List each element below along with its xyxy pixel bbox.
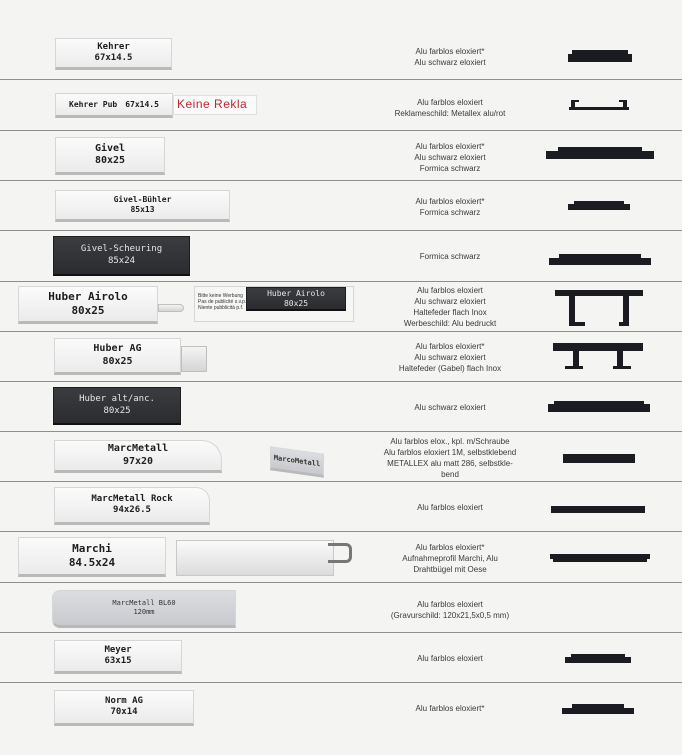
material-line: Drahtbügel mit Oese	[413, 565, 487, 574]
material-description	[330, 285, 570, 329]
plate-size: 80x25	[94, 155, 126, 166]
row-divider	[0, 632, 682, 633]
row-divider	[0, 180, 682, 181]
plate-size: 80x25	[103, 405, 131, 416]
plate-name: Marchi	[72, 542, 112, 556]
material-description	[330, 436, 570, 480]
promo-text: Keine Rekla	[177, 97, 248, 111]
plate-name: Kehrer	[97, 41, 130, 52]
material-description	[330, 653, 570, 664]
plate-size: 94x26.5	[113, 505, 151, 515]
profile-cross-section	[569, 97, 629, 113]
nameplate-marchi	[18, 537, 166, 577]
plate-size: 85x13	[130, 205, 155, 214]
profile-cross-section	[568, 200, 630, 212]
material-line: Alu farblos eloxiert*	[415, 342, 485, 351]
material-line: Haltefeder (Gabel) flach Inox	[398, 364, 502, 373]
plate-name: Givel-Bühler	[113, 195, 172, 204]
nameplate-givel-buehler	[55, 190, 230, 222]
material-line: Alu farblos eloxiert*	[415, 704, 485, 713]
werbe-line: Bitte keine Werbung	[198, 293, 243, 299]
plate-name: MarcoMetall	[273, 453, 321, 468]
material-line: Haltefeder flach Inox	[413, 308, 487, 317]
material-line: Alu farblos eloxiert*	[415, 142, 485, 151]
row-divider	[0, 381, 682, 382]
plate-size: 84.5x24	[68, 556, 116, 569]
material-line: Alu schwarz eloxiert	[414, 297, 486, 306]
material-line: Alu farblos eloxiert*	[415, 543, 485, 552]
nameplate-givel	[55, 137, 165, 175]
material-line: Formica schwarz	[419, 164, 481, 173]
plate-size: 67x14.5	[125, 99, 159, 109]
profile-cross-section	[549, 253, 651, 267]
material-line: Formica schwarz	[419, 252, 481, 261]
material-line: Alu farblos eloxiert	[417, 654, 483, 663]
row-divider	[0, 582, 682, 583]
no-advertising-text	[198, 293, 246, 311]
spring-clip	[158, 304, 184, 312]
material-line: Reklameschild: Metallex alu/rot	[394, 109, 506, 118]
profile-cross-section	[548, 400, 650, 414]
material-line: Alu schwarz eloxiert	[414, 403, 486, 412]
material-description	[330, 599, 570, 621]
plate-size: 63x15	[104, 656, 132, 666]
material-line: Aufnahmeprofil Marchi, Alu	[402, 554, 498, 563]
row-divider	[0, 682, 682, 683]
row-divider	[0, 431, 682, 432]
profile-cross-section	[553, 340, 643, 370]
plate-name: Kehrer Pub	[69, 99, 118, 109]
material-description	[330, 196, 570, 218]
nameplate-norm-ag	[54, 690, 194, 726]
material-description	[330, 46, 570, 68]
material-description	[330, 402, 570, 413]
row-divider	[0, 281, 682, 282]
material-description	[330, 502, 570, 513]
material-line: Werbeschild: Alu bedruckt	[403, 319, 497, 328]
row-divider	[0, 531, 682, 532]
row-divider	[0, 230, 682, 231]
plate-size: 80x25	[283, 298, 309, 308]
nameplate-kehrer	[55, 38, 172, 70]
nameplate-givel-scheuring	[53, 236, 190, 276]
profile-cross-section	[555, 290, 643, 326]
plate-size: 97x20	[122, 455, 154, 467]
material-description	[330, 341, 570, 374]
material-description	[330, 542, 570, 575]
plate-name: Huber AG	[93, 343, 142, 354]
material-line: Alu schwarz eloxiert	[414, 353, 486, 362]
plate-size: 70x14	[110, 707, 138, 717]
material-line: METALLEX alu matt 286, selbstkle-	[387, 459, 513, 468]
row-divider	[0, 79, 682, 80]
plate-size: 120mm	[133, 608, 155, 616]
spring-clip	[181, 346, 207, 372]
material-line: Alu farblos eloxiert	[417, 503, 483, 512]
row-divider	[0, 481, 682, 482]
nameplate-kehrer-pub	[55, 93, 173, 118]
profile-cross-section	[563, 452, 635, 464]
row-divider	[0, 331, 682, 332]
nameplate-huber-ag	[54, 338, 181, 375]
nameplate-marcmetall-rock	[54, 487, 210, 525]
material-line: Alu farblos elox., kpl. m/Schraube	[390, 437, 510, 446]
nameplate-huber-airolo	[18, 286, 158, 324]
profile-cross-section	[568, 50, 632, 64]
marchi-mounting-profile	[176, 540, 334, 576]
werbe-line: Niente pubblicità p.f.	[198, 305, 244, 311]
nameplate-marcmetall	[54, 440, 222, 473]
plate-size: 85x24	[107, 255, 136, 266]
plate-name: Givel	[94, 142, 126, 154]
plate-name: Huber Airolo	[267, 288, 325, 298]
material-line: Alu farblos eloxiert*	[415, 197, 485, 206]
profile-cross-section	[562, 703, 634, 717]
material-line: Alu farblos eloxiert	[417, 286, 483, 295]
plate-size: 80x25	[102, 355, 133, 367]
plate-name: MarcMetall BL60	[112, 599, 176, 608]
plate-name: MarcMetall	[107, 443, 169, 454]
profile-cross-section	[551, 504, 645, 514]
nameplate-marcmetall-bl60	[52, 590, 236, 628]
plate-size: 80x25	[71, 304, 105, 317]
plate-size: 67x14.5	[94, 53, 133, 63]
plate-name: Huber Airolo	[48, 290, 128, 304]
material-line: Formica schwarz	[419, 208, 481, 217]
profile-cross-section	[546, 147, 654, 161]
material-line: Alu farblos eloxiert*	[415, 47, 485, 56]
material-line: (Gravurschild: 120x21,5x0,5 mm)	[390, 611, 510, 620]
material-line: Alu farblos eloxiert 1M, selbstklebend	[383, 448, 517, 457]
material-description	[330, 97, 570, 119]
plate-name: Huber alt/anc.	[79, 394, 155, 405]
material-description	[330, 251, 570, 262]
nameplate-marcmetall-side	[270, 446, 324, 478]
plate-name: Norm AG	[105, 695, 143, 706]
material-line: bend	[441, 470, 459, 479]
nameplate-meyer	[54, 640, 182, 674]
profile-cross-section	[550, 551, 650, 563]
profile-cross-section	[565, 653, 631, 665]
material-description	[330, 141, 570, 174]
row-divider	[0, 130, 682, 131]
material-line: Alu schwarz eloxiert	[414, 153, 486, 162]
nameplate-huber-alt	[53, 387, 181, 425]
material-description	[330, 703, 570, 714]
material-line: Alu farblos eloxiert	[417, 98, 483, 107]
plate-name: MarcMetall Rock	[91, 493, 173, 504]
material-line: Alu farblos eloxiert	[417, 600, 483, 609]
plate-name: Givel-Scheuring	[80, 244, 163, 255]
plate-name: Meyer	[104, 644, 132, 655]
werbe-line: Pas de publicité s.v.p.	[198, 299, 247, 305]
material-line: Alu schwarz eloxiert	[414, 58, 486, 67]
